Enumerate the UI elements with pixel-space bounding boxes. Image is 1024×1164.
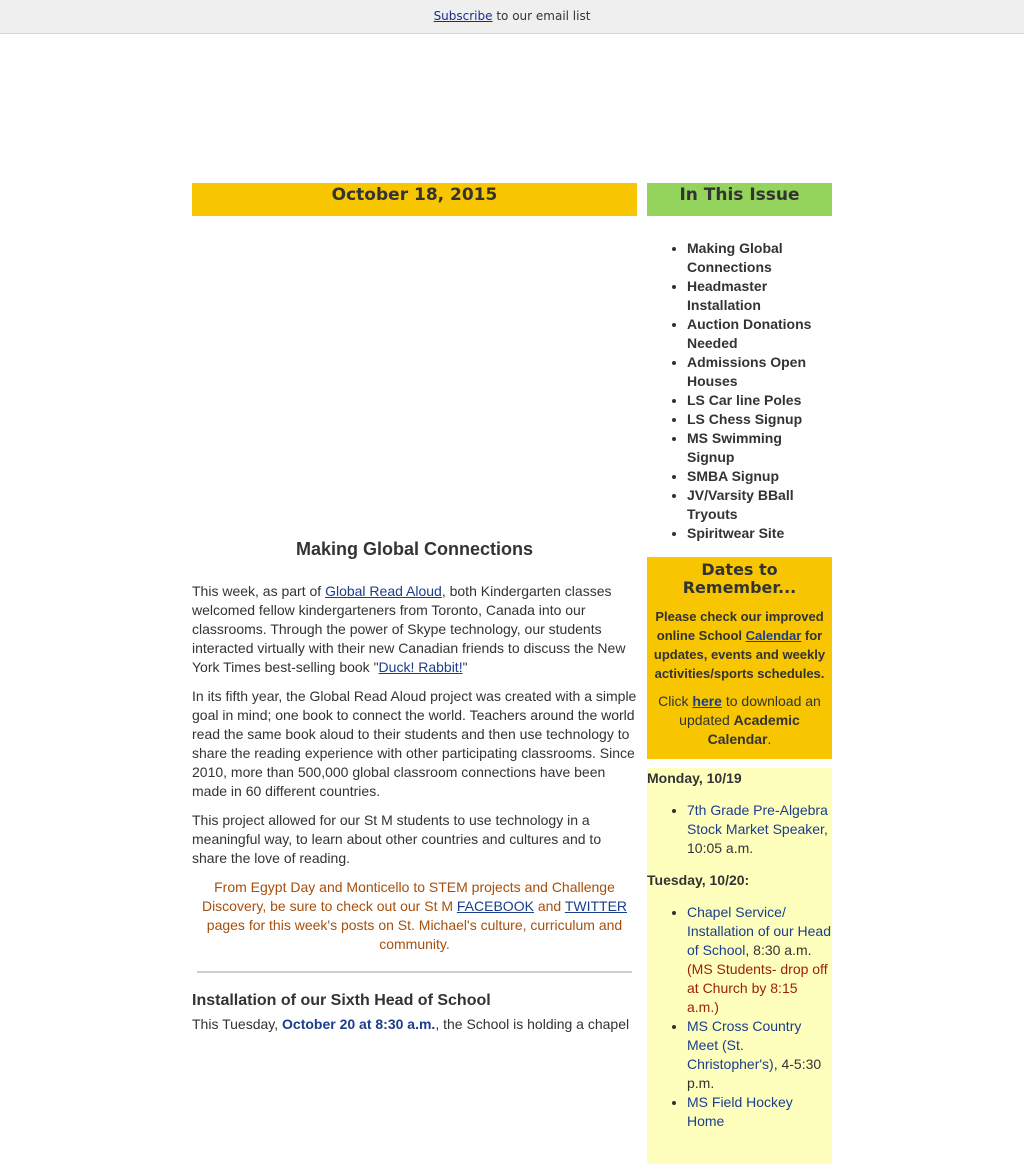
here-link[interactable]: here <box>692 693 722 709</box>
date-header: October 18, 2015 <box>192 183 637 216</box>
dates-calendar-text: Please check our improved online School Calendar for updates, events and weekly activities/sports schedules. <box>653 609 826 681</box>
article-paragraph: This Tuesday, October 20 at 8:30 a.m., the School is holding a chapel <box>192 1016 630 1032</box>
issue-item[interactable]: • JV/Varsity BBall Tryouts <box>687 486 832 524</box>
calendar-box <box>647 768 832 1164</box>
subscribe-link[interactable]: Subscribe <box>433 9 493 23</box>
day-heading: Monday, 10/19 <box>647 770 742 786</box>
main-column <box>192 183 637 1044</box>
event-link[interactable]: MS Field Hockey Home <box>687 1094 793 1129</box>
issue-item[interactable]: • Admissions Open Houses <box>687 353 832 391</box>
event-note: (MS Students- drop off at Church by 8:15 a.m.) <box>687 961 828 1015</box>
issue-item[interactable]: • LS Chess Signup <box>687 410 832 429</box>
social-promo: From Egypt Day and Monticello to STEM projects and Challenge Discovery, be sure to check out our St M FACEBOOK and TWITTER pages for this week's posts on St. Michael's culture, curriculum and community. <box>201 879 628 952</box>
issue-item[interactable]: • MS Swimming Signup <box>687 429 832 467</box>
subscribe-text: to our email list <box>492 9 591 23</box>
issue-item[interactable]: • Spiritwear Site <box>687 524 832 543</box>
event-link[interactable]: MS Cross Country Meet (St. Christopher's) <box>687 1018 802 1072</box>
facebook-link[interactable]: FACEBOOK <box>456 898 534 914</box>
dates-to-remember-box <box>647 557 832 759</box>
event-item: • Chapel Service/ Installation of our Head of School, 8:30 a.m. (MS Students- drop off at Church by 8:15 a.m.) <box>687 903 832 1017</box>
dates-download-text: Click here to download an updated Academic Calendar. <box>658 693 821 747</box>
article-paragraph: This week, as part of Global Read Aloud, both Kindergarten classes welcomed fellow kindergarteners from Toronto, Canada into our classrooms. Through the power of Skype technology, our students interacted virtually with their new Canadian friends to discuss the New York Times best-selling book "Duck! Rabbit!" <box>192 583 626 675</box>
article-paragraph: This project allowed for our St M students to use technology in a meaningful way, to learn about other countries and cultures and to share the love of reading. <box>192 812 602 866</box>
issue-item[interactable]: • Auction Donations Needed <box>687 315 832 353</box>
article-paragraph: In its fifth year, the Global Read Aloud project was created with a simple goal in mind; one book to connect the world. Teachers around the world read the same book aloud to their students and then use technology to share the reading experience with other participating classrooms. Since 2010, more than 500,000 global classroom connections have been made in 60 different countries. <box>192 688 637 799</box>
dates-title: Dates to Remember... <box>682 560 797 597</box>
event-list <box>647 903 832 1131</box>
sidebar <box>647 183 832 1164</box>
twitter-link[interactable]: TWITTER <box>564 898 628 914</box>
subscribe-bar <box>0 0 1024 34</box>
section-divider <box>197 971 632 973</box>
header-image-area <box>192 216 637 538</box>
article-title-installation: Installation of our Sixth Head of School <box>192 992 491 1009</box>
duck-rabbit-link[interactable]: Duck! Rabbit! <box>378 659 463 675</box>
issue-list <box>647 239 832 543</box>
global-read-aloud-link[interactable]: Global Read Aloud <box>325 583 442 599</box>
calendar-link[interactable]: Calendar <box>745 628 802 643</box>
day-heading: Tuesday, 10/20: <box>647 872 750 888</box>
event-link[interactable]: Chapel Service/ Installation of our Head of School <box>687 904 831 958</box>
event-link[interactable]: 7th Grade Pre-Algebra Stock Market Speaker <box>687 802 828 837</box>
issue-item[interactable]: • SMBA Signup <box>687 467 832 486</box>
event-item <box>687 1093 832 1131</box>
event-list <box>647 801 832 858</box>
event-item: • MS Cross Country Meet (St. Christopher's), 4-5:30 p.m. <box>687 1017 832 1093</box>
article-title-global-connections: Making Global Connections <box>295 539 533 559</box>
issue-item[interactable]: • LS Car line Poles <box>687 391 832 410</box>
in-this-issue-header: In This Issue <box>647 183 832 216</box>
event-item: • 7th Grade Pre-Algebra Stock Market Speaker, 10:05 a.m. <box>687 801 832 858</box>
issue-item[interactable]: • Making Global Connections <box>687 239 832 277</box>
issue-item[interactable]: • Headmaster Installation <box>687 277 832 315</box>
